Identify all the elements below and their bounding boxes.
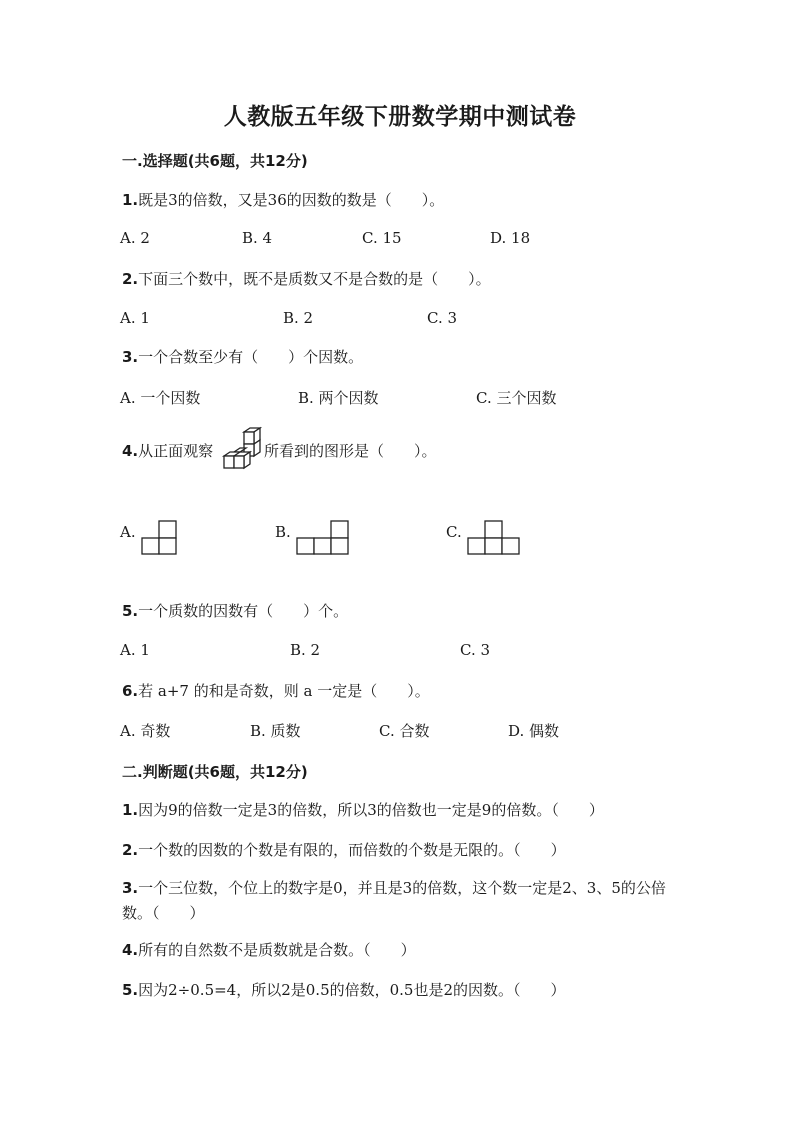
cube-stack-icon [220, 426, 266, 476]
question-text: 一个合数至少有（ ）个因数。 [138, 348, 364, 366]
question-1 [122, 189, 444, 210]
question-text: 一个数的因数的个数是有限的，而倍数的个数是无限的。（ ） [138, 841, 566, 859]
option-c: C. 合数 [379, 722, 430, 740]
option-c: C. 三个因数 [476, 389, 557, 407]
question-4-continued: 所看到的图形是（ ）。 [264, 442, 437, 460]
question-number: 1. [122, 191, 139, 209]
judgement-4 [122, 939, 416, 960]
question-text: 一个质数的因数有（ ）个。 [138, 602, 349, 620]
judgement-5 [122, 979, 566, 1000]
option-a: A. 一个因数 [120, 389, 201, 407]
question-6 [122, 680, 430, 701]
option-b: B. 2 [283, 309, 314, 327]
question-text: 所有的自然数不是质数就是合数。（ ） [138, 941, 416, 959]
option-b: B. 两个因数 [298, 389, 379, 407]
option-c: C. 15 [362, 229, 402, 247]
question-number: 4. [122, 941, 139, 959]
question-text: 既是3的倍数，又是36的因数的数是（ ）。 [138, 191, 445, 209]
squares-shape-c-icon [467, 520, 520, 555]
option-d: D. 18 [490, 229, 531, 247]
judgement-3 [122, 876, 667, 926]
judgement-1 [122, 799, 604, 820]
section-heading-judgement: 二.判断题(共6题，共12分) [122, 763, 308, 781]
page-title: 人教版五年级下册数学期中测试卷 [223, 104, 577, 130]
option-a: A. 1 [120, 641, 150, 659]
option-a: A. [120, 523, 136, 541]
squares-shape-a-icon [141, 520, 177, 555]
option-a: A. 奇数 [120, 722, 171, 740]
question-number: 4. [122, 442, 139, 460]
option-a: A. 1 [120, 309, 150, 327]
question-5 [122, 600, 348, 621]
option-b: B. 质数 [250, 722, 301, 740]
section-heading-choice: 一.选择题(共6题，共12分) [122, 152, 308, 170]
question-number: 2. [122, 841, 139, 859]
option-c: C. [446, 523, 462, 541]
question-4 [122, 440, 213, 461]
question-number: 5. [122, 981, 139, 999]
option-c: C. 3 [460, 641, 491, 659]
option-b: B. 2 [290, 641, 321, 659]
question-number: 2. [122, 270, 139, 288]
squares-shape-b-icon [296, 520, 349, 555]
question-text: 下面三个数中，既不是质数又不是合数的是（ ）。 [138, 270, 491, 288]
question-text-before: 从正面观察 [138, 442, 214, 460]
question-number: 6. [122, 682, 139, 700]
question-number: 1. [122, 801, 139, 819]
option-b: B. [275, 523, 291, 541]
question-text: 因为9的倍数一定是3的倍数，所以3的倍数也一定是9的倍数。（ ） [138, 801, 604, 819]
option-d: D. 偶数 [508, 722, 560, 740]
question-number: 5. [122, 602, 139, 620]
question-number: 3. [122, 879, 139, 897]
option-a: A. 2 [120, 229, 150, 247]
question-text: 因为2÷0.5=4，所以2是0.5的倍数，0.5也是2的因数。（ ） [138, 981, 566, 999]
question-text: 若 a+7 的和是奇数，则 a 一定是（ ）。 [138, 682, 430, 700]
judgement-2 [122, 839, 566, 860]
question-2 [122, 268, 491, 289]
question-text: 一个三位数，个位上的数字是0，并且是3的倍数，这个数一定是2、3、5的公倍数。（ ） [122, 879, 666, 922]
option-b: B. 4 [242, 229, 273, 247]
question-number: 3. [122, 348, 139, 366]
option-c: C. 3 [427, 309, 458, 327]
question-3 [122, 346, 363, 367]
